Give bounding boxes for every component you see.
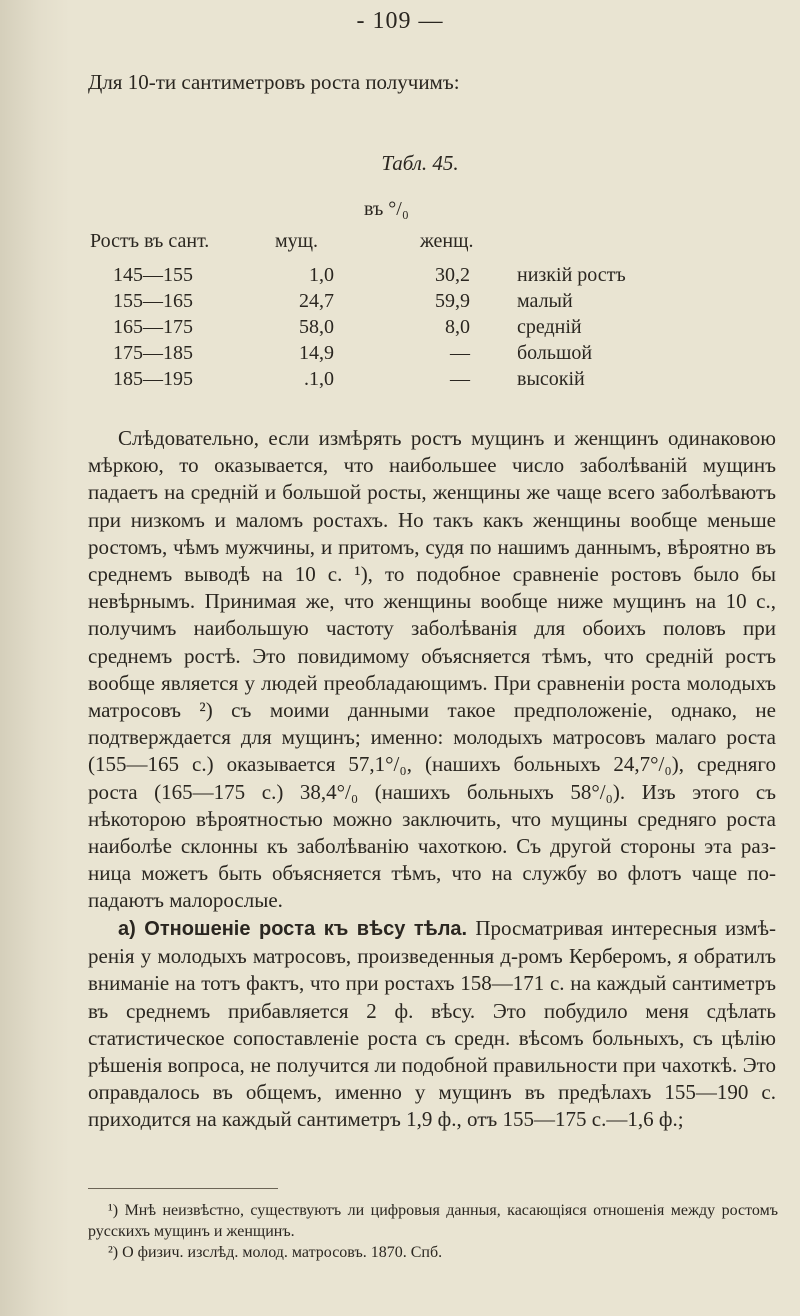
row-range: 145—155 — [113, 264, 193, 286]
section-heading: а) Отношеніе роста къ вѣсу тѣла. — [118, 918, 468, 940]
footnote-2: ²) О физич. изслѣд. молод. матросовъ. 1870. Спб. — [108, 1244, 443, 1261]
row-women: 8,0 — [445, 316, 470, 338]
percent-label: въ °/₀ — [364, 198, 409, 220]
header-women: женщ. — [420, 230, 474, 252]
row-range: 155—165 — [113, 290, 193, 312]
row-desc: большой — [517, 342, 593, 364]
row-men: .1,0 — [304, 368, 334, 390]
row-women: — — [450, 368, 470, 390]
header-men: мущ. — [275, 230, 319, 252]
row-women: 59,9 — [435, 290, 470, 312]
row-range: 185—195 — [113, 368, 193, 390]
paragraph-height-comparison: Слѣдовательно, если измѣрять ростъ мущинъ и женщинъ одинаковою мѣркою, то оказывается, что наибольшее число заболѣваній мущинъ падаетъ на средній и большой росты, женщины же чаще всего заболѣваютъ при низкомъ и маломъ ростахъ. Но такъ какъ женщины вообще меньше ростомъ, чѣмъ мужчины, и притомъ, судя по нашимъ даннымъ, вѣроятно въ среднемъ выводѣ на 10 с. ¹), то подобное сравненіе ростовъ было бы невѣрнымъ. Принимая же, что женщины вообще ниже мущинъ на 10 с., получимъ наибольшую частоту заболѣванія для обоихъ половъ при среднемъ ростѣ. Это повидимому объясняется тѣмъ, что средній ростъ вообще является у людей преобладающимъ. При сравненіи роста молодыхъ матросовъ ²) съ моими данными такое предположеніе, однако, не подтверждается для мущинъ; именно: молодыхъ матросовъ малаго роста (155—165 с.) оказывается 57,1°/₀, (нашихъ больныхъ 24,7°/₀), средняго роста (165—175 с.) 38,4°/₀ (нашихъ больныхъ 58°/₀). Изъ этого съ нѣкоторою вѣроятностью можно заключить, что мущины средняго роста наиболѣе склонны къ заболѣванію чахоткою. Съ другой стороны эта разница можетъ быть объясняется тѣмъ, что на службу во флотъ чаще попадаютъ малорослые. — [88, 426, 776, 913]
row-men: 58,0 — [299, 316, 334, 338]
row-men: 1,0 — [309, 264, 334, 286]
row-desc: средній — [517, 316, 582, 338]
row-women: — — [450, 342, 470, 364]
header-range: Ростъ въ сант. — [90, 230, 210, 252]
row-women: 30,2 — [435, 264, 470, 286]
row-range: 175—185 — [113, 342, 193, 364]
row-men: 14,9 — [299, 342, 334, 364]
intro-line: Для 10-ти сантиметровъ роста получимъ: — [88, 70, 460, 94]
row-desc: малый — [517, 290, 573, 312]
row-desc: высокій — [517, 368, 585, 390]
footnote-divider — [88, 1188, 278, 1189]
row-range: 165—175 — [113, 316, 193, 338]
footnotes — [88, 1200, 778, 1263]
page-number: - 109 — — [356, 8, 444, 34]
footnote-1: ¹) Мнѣ неизвѣстно, существуютъ ли цифровыя данныя, касающіяся отношенія между ростомъ русскихъ мущинъ и женщинъ. — [88, 1202, 778, 1240]
table-caption: Табл. 45. — [381, 151, 459, 175]
paragraph-height-weight — [88, 915, 776, 1134]
row-men: 24,7 — [299, 290, 334, 312]
row-desc: низкій ростъ — [517, 264, 626, 286]
paragraph-body: Просматривая интересныя измѣренія у молодыхъ матросовъ, произведенныя д-ромъ Керберомъ, я обратилъ вниманіе на тотъ фактъ, что при ростахъ 158—171 с. на каждый сантиметръ въ среднемъ прибавляется 2 ф. вѣсу. Это побудило меня сдѣлать статистическое сопоставленіе роста съ средн. вѣсомъ больныхъ, съ цѣлію рѣшенія вопроса, не получится ли подобной правильности при чахоткѣ. Это оправдалось въ общемъ, именно у мущинъ въ предѣлахъ 155—190 с. приходится на каждый сантиметръ 1,9 ф., отъ 155—175 с.—1,6 ф.; — [88, 916, 777, 1132]
